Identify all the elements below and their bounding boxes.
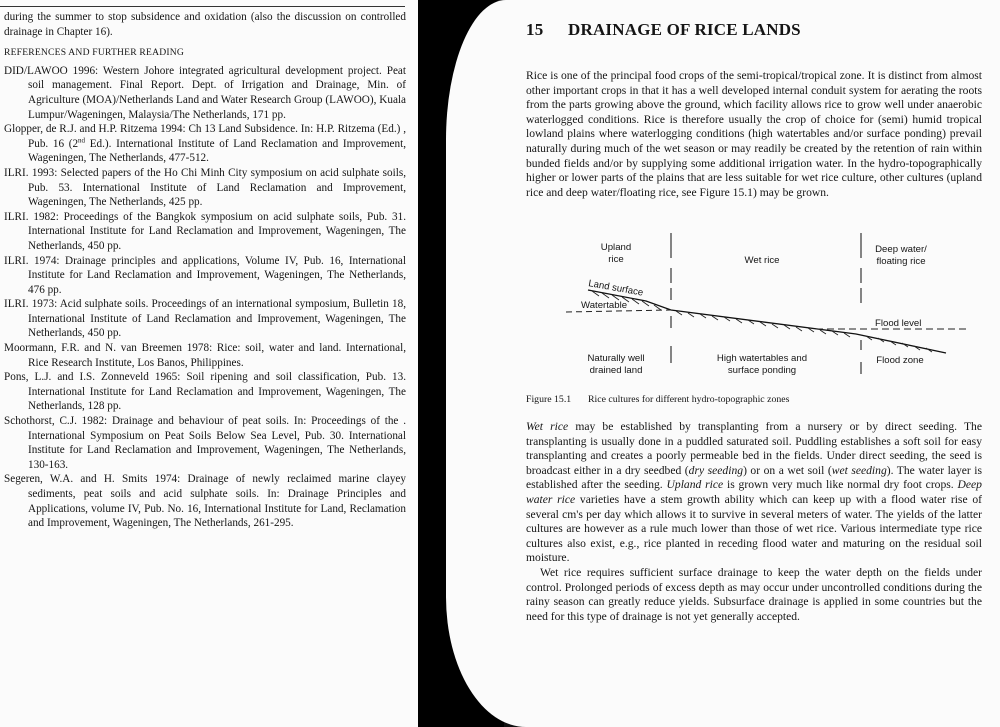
italic-term: wet seeding <box>831 463 887 477</box>
text-run: varieties have a stem growth ability which can keep up with a flood water rise of several cm's per day which allows it to survive in several meters of water. The yields of the latter cultures are however as a rule much lower than those of wet rice. Various intermediate type rice cultures also exist, e.g., rice planted in receding flood water and maturing on the residual soil moisture. <box>526 492 982 565</box>
deep-water-label: floating rice <box>876 256 926 267</box>
flood-level-label: Flood level <box>875 318 922 329</box>
intro-paragraph: Rice is one of the principal food crops of the semi-tropical/tropical zone. It is distinct from almost other important crops in that it has a well developed internal conduit system for aerating the roots from the parts growing above the ground, which facility allows rice to grow well under anaerobic waterlogged conditions. Rice is therefore usually the crop of choice for (semi) humid tropical lowland plains where waterlogging conditions (high watertables and/or surface ponding) prevail naturally during much of the wet season or may readily be created by the retention of rain within bunded fields and/or by supplying some additional irrigation water. In the hydro-topographically higher or lower parts of the plains that are less suitable for wet rice culture, other cultures (upland rice and deep water/floating rice, see Figure 15.1) may be grown. <box>526 69 982 199</box>
text-run: ) or on a wet soil ( <box>743 463 832 477</box>
left-page-text <box>4 10 406 531</box>
caption-number: Figure 15.1 <box>526 394 572 405</box>
chapter-number: 15 <box>526 20 544 39</box>
text-run: may be established by transplanting from a nursery or by direct seeding. The transplanting is usually done in a puddled saturated soil. Puddling establishes a soft soil for easy transplanting and creates a poorly permeable bed in the fields. Under direct seeding, the seed is broadcast either in a dry seedbed ( <box>526 420 983 477</box>
superscript: nd <box>78 136 86 145</box>
reference-item <box>4 122 406 166</box>
wet-rice-paragraph <box>526 420 982 566</box>
upland-rice-label: Upland <box>600 242 632 253</box>
italic-term: Deep water rice <box>526 478 982 506</box>
italic-term: Upland rice <box>666 478 724 492</box>
deep-water-label: Deep water/ <box>875 244 927 255</box>
reference-item: Pons, L.J. and I.S. Zonneveld 1965: Soil ripening and soil classification, Pub. 13. International Institute for Land Reclamation and Improvement, Wageningen, The Netherlands, 128 pp. <box>4 371 406 413</box>
reference-item: ILRI. 1993: Selected papers of the Ho Chi Minh City symposium on acid sulphate soils, Pub. 53. International Institute of Land Reclamation and Improvement, Wageningen, The Netherlands, 425 pp. <box>4 166 406 209</box>
high-watertables-label: surface ponding <box>727 365 797 376</box>
reference-item: Moormann, F.R. and N. van Breemen 1978: Rice: soil, water and land. International, Rice Research Institute, Los Banos, Philippines. <box>4 342 406 369</box>
reference-item: ILRI. 1982: Proceedings of the Bangkok symposium on acid sulphate soils, Pub. 31. International Institute for Land Reclamation and Improvement, Wageningen, The Netherlands, 450 pp. <box>4 210 406 252</box>
italic-term: dry seeding <box>688 463 744 477</box>
top-rule <box>0 6 405 7</box>
reference-text: Ed.). International Institute of Land Reclamation and Improvement, Wageningen, The Netherlands, 477-512. <box>28 137 406 165</box>
chapter-title-text: DRAINAGE OF RICE LANDS <box>568 20 801 39</box>
left-page <box>0 0 418 727</box>
reference-item: DID/LAWOO 1996: Western Johore integrated agricultural development project. Peat soil management. Final Report. Dept. of Irrigation and Drainage, Min. of Agriculture (MOA)/Netherlands Land and Water Research Group (LAWOO), Kuala Lumpur/Wageningen, Malaysia/The Netherlands, 171 pp. <box>4 64 406 121</box>
chapter-title <box>526 20 801 40</box>
continuation-paragraph: during the summer to stop subsidence and oxidation (also the discussion on controlled drainage in Chapter 16). <box>4 11 406 38</box>
text-run: ). The water layer is established after the seeding. <box>526 463 982 492</box>
flood-zone-label: Flood zone <box>876 355 924 366</box>
drained-land-label: Naturally well <box>587 353 645 364</box>
wet-rice-label: Wet rice <box>744 255 780 266</box>
reference-item: ILRI. 1973: Acid sulphate soils. Proceedings of an international symposium, Bulletin 18, International Institute of Land Reclamation and Improvement, Wageningen, The Netherlands, 450 pp. <box>4 298 406 340</box>
figure-15-1 <box>526 228 982 388</box>
caption-text: Rice cultures for different hydro-topographic zones <box>588 394 790 405</box>
watertable-label: Watertable <box>581 300 628 311</box>
drained-land-label: drained land <box>589 365 643 376</box>
reference-item: Segeren, W.A. and H. Smits 1974: Drainage of newly reclaimed marine clayey sediments, peat soils and acid sulphate soils. In: Drainage Principles and Applications, volume IV, Pub. No. 16, International Institute for Land, Reclamation and Improvement, Wageningen, The Netherlands, 261-295. <box>4 473 406 530</box>
land-surface-label: Land surface <box>587 278 645 299</box>
intro-block <box>526 69 982 200</box>
upland-rice-label: rice <box>608 254 624 265</box>
italic-term: Wet rice <box>526 420 569 433</box>
surface-drainage-paragraph: Wet rice requires sufficient surface drainage to keep the water depth on the fields under control. Prolonged periods of excess depth as may occur under uncontrolled conditions during the rainy season can greatly reduce yields. Subsurface drainage is applied in some countries but the need for this type of drainage is not yet generally accepted. <box>526 565 982 623</box>
high-watertables-label: High watertables and <box>716 353 808 364</box>
reference-item: Schothorst, C.J. 1982: Drainage and behaviour of peat soils. In: Proceedings of the . International Symposium on Peat Soils Below Sea Level, Pub. 30. International Institute for Land Reclamation and Improvement, Wageningen, The Netherlands, 130-163. <box>4 415 406 471</box>
body-text <box>526 420 982 624</box>
right-page <box>446 0 1000 727</box>
reference-text: Glopper, de R.J. and H.P. Ritzema 1994: Ch 13 Land Subsidence. In: H.P. Ritzema (Ed.) , Pub. 16 (2 <box>4 123 406 150</box>
reference-item: ILRI. 1974: Drainage principles and applications, Volume IV, Pub. 16, International Institute for Land Reclamation and Improvement, Wageningen, The Netherlands, 476 pp. <box>4 254 406 296</box>
text-run: is grown very much like normal dry foot crops. <box>723 478 958 492</box>
figure-caption <box>526 394 789 405</box>
references-heading: REFERENCES AND FURTHER READING <box>4 47 184 59</box>
